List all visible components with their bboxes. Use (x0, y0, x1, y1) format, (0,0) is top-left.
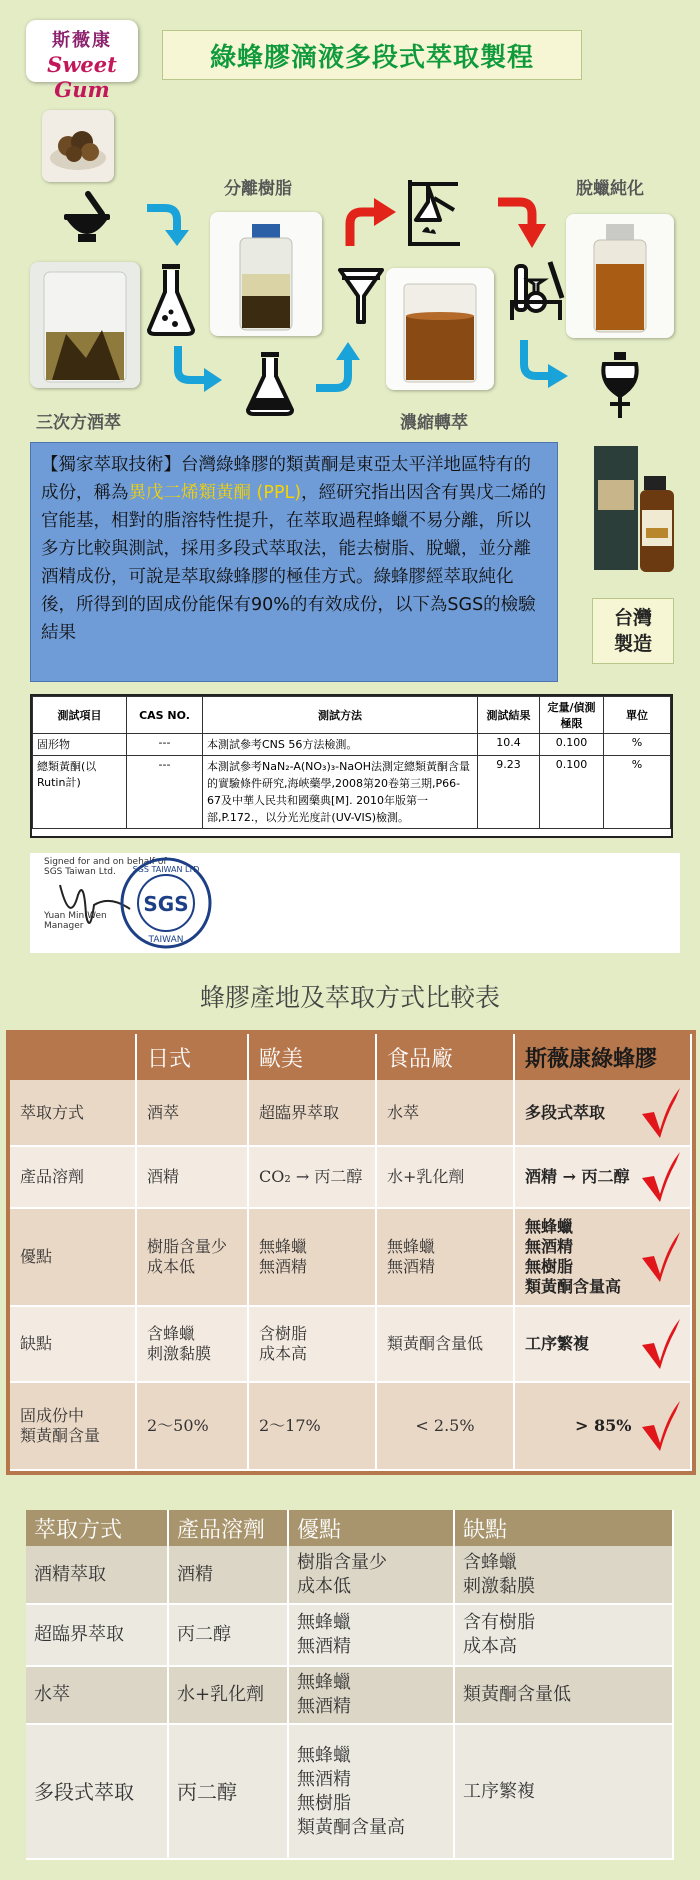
test-tube-rack-icon (506, 258, 566, 324)
comparison-cell: 樹脂含量少 成本低 (136, 1208, 248, 1306)
check-mark-icon (640, 1150, 682, 1204)
seal-bottom-text: TAIWAN (148, 935, 184, 945)
method-row (26, 1546, 673, 1604)
method-cell: 無蜂蠟 無酒精 (288, 1604, 454, 1666)
sgs-report-table (30, 694, 673, 838)
comparison-header (10, 1034, 136, 1080)
concentrate-beaker-photo (386, 268, 494, 390)
signer-role: Manager (44, 921, 84, 931)
method-cell: 多段式萃取 (26, 1724, 168, 1859)
comparison-cell-ours (514, 1208, 691, 1306)
info-highlight: 異戊二烯類黃酮 (PPL) (128, 483, 302, 503)
brand-logo (26, 20, 138, 102)
label-dewax: 脫蠟純化 (576, 179, 644, 199)
brand-name-en: Sweet Gum (47, 52, 117, 102)
info-text-1: 【獨家萃取技術】台灣綠蜂膠的類黃酮是東亞太平洋地區特有的成份，稱為 (41, 455, 531, 503)
comparison-cell-ours (514, 1146, 691, 1208)
comparison-cell: 2～50% (136, 1382, 248, 1470)
brand-name-cn: 斯薇康 (52, 30, 112, 51)
comparison-header: 食品廠 (376, 1034, 514, 1080)
info-text-2: ，經研究指出因含有異戊二烯的官能基，相對的脂溶特性提升，在萃取過程蜂蠟不易分離，所以多方比較與測試，採用多段式萃取法，能去樹脂、脫蠟，並分離酒精成份，可說是萃取綠蜂膠的極佳方式。綠蜂膠經萃取純化後，所得到的固成份能保有90%的有效成份，以下為SGS的檢驗結果 (41, 483, 547, 643)
report-row (33, 756, 671, 829)
flask-icon (145, 262, 197, 338)
mortar-pestle-icon (58, 188, 116, 246)
report-cell: 總類黃酮(以Rutin計) (33, 756, 127, 829)
comparison-cell-ours-text: 酒精 → 丙二醇 (525, 1167, 630, 1186)
report-header-row (33, 697, 671, 734)
method-cell: 酒精萃取 (26, 1546, 168, 1604)
method-row (26, 1666, 673, 1724)
report-header: CAS NO. (127, 697, 203, 734)
signature-line1: Signed for and on behalf of (44, 857, 167, 867)
check-mark-icon (640, 1230, 682, 1284)
arrow-up-icon (314, 340, 370, 404)
report-cell: 10.4 (478, 734, 540, 756)
made-in-taiwan-badge (592, 598, 674, 664)
comparison-cell-ours-text: 工序繁複 (525, 1334, 590, 1353)
report-row (33, 734, 671, 756)
comparison-cell: 類黃酮含量低 (376, 1306, 514, 1382)
comparison-table-method (26, 1510, 674, 1860)
comparison-row-label: 固成份中 類黃酮含量 (10, 1382, 136, 1470)
seal-center-text: SGS (143, 892, 189, 916)
method-cell: 類黃酮含量低 (454, 1666, 673, 1724)
comparison-cell: CO₂ → 丙二醇 (248, 1146, 376, 1208)
label-concentrate: 濃縮轉萃 (400, 413, 468, 433)
comparison-cell-ours-text: 無蜂蠟 無酒精 無樹脂 類黃酮含量高 (525, 1217, 622, 1296)
distillation-icon (404, 176, 464, 248)
method-cell: 超臨界萃取 (26, 1604, 168, 1666)
report-cell: 9.23 (478, 756, 540, 829)
report-header: 定量/偵測極限 (540, 697, 604, 734)
report-cell: 本測試參考NaN₂-A(NO₃)₃-NaOH法測定總類黃酮含量的實驗條件研究,海峽藥學,2008第20卷第三期,P66-67及中華人民共和國藥典[M]. 2010年版第一部,P.172.，以分光光度計(UV-VIS)檢測。 (203, 756, 478, 829)
method-cell: 無蜂蠟 無酒精 (288, 1666, 454, 1724)
comparison-cell-ours-text: 多段式萃取 (525, 1102, 606, 1122)
method-cell: 工序繁複 (454, 1724, 673, 1859)
comparison-row (10, 1208, 691, 1306)
comparison-row-label: 產品溶劑 (10, 1146, 136, 1208)
method-cell: 無蜂蠟 無酒精 無樹脂 類黃酮含量高 (288, 1724, 454, 1859)
funnel-icon (336, 266, 386, 326)
sgs-signature-block (30, 853, 680, 953)
extraction-info-panel (30, 442, 558, 682)
method-header: 萃取方式 (26, 1510, 168, 1546)
comparison-title: 蜂膠產地及萃取方式比較表 (199, 983, 500, 1012)
page-title: 綠蜂膠滴液多段式萃取製程 (209, 42, 534, 73)
signer-name: Yuan Min Wen (44, 911, 107, 921)
check-mark-icon (640, 1086, 682, 1140)
separated-resin-photo (210, 212, 322, 336)
method-cell: 水萃 (26, 1666, 168, 1724)
comparison-cell: 酒萃 (136, 1080, 248, 1146)
sgs-seal-icon (118, 855, 214, 951)
made-in-line1: 台灣 (613, 607, 652, 629)
comparison-cell: 無蜂蠟 無酒精 (376, 1208, 514, 1306)
flask-icon (244, 350, 296, 416)
product-image (590, 440, 690, 580)
comparison-cell: < 2.5% (376, 1382, 514, 1470)
comparison-row-label: 缺點 (10, 1306, 136, 1382)
method-cell: 丙二醇 (168, 1724, 288, 1859)
report-header: 單位 (604, 697, 671, 734)
report-cell: 0.100 (540, 756, 604, 829)
comparison-cell-ours-text: > 85% (575, 1416, 632, 1435)
method-row (26, 1724, 673, 1859)
comparison-cell-ours (514, 1382, 691, 1470)
check-mark-icon (640, 1317, 682, 1371)
report-header: 測試結果 (478, 697, 540, 734)
comparison-cell: 超臨界萃取 (248, 1080, 376, 1146)
comparison-cell: 無蜂蠟 無酒精 (248, 1208, 376, 1306)
report-cell: --- (127, 734, 203, 756)
arrow-right-icon (516, 338, 572, 398)
method-header: 產品溶劑 (168, 1510, 288, 1546)
comparison-row-label: 萃取方式 (10, 1080, 136, 1146)
made-in-line2: 製造 (613, 633, 652, 655)
check-mark-icon (640, 1399, 682, 1453)
report-header: 測試項目 (33, 697, 127, 734)
comparison-row (10, 1146, 691, 1208)
comparison-row (10, 1080, 691, 1146)
comparison-cell: 含樹脂 成本高 (248, 1306, 376, 1382)
comparison-cell: 2～17% (248, 1382, 376, 1470)
signature-line2: SGS Taiwan Ltd. (44, 867, 116, 877)
report-cell: % (604, 756, 671, 829)
comparison-cell-ours (514, 1306, 691, 1382)
report-header: 測試方法 (203, 697, 478, 734)
comparison-cell: 酒精 (136, 1146, 248, 1208)
arrow-curved-red-icon (494, 192, 554, 256)
label-separate-resin: 分離樹脂 (224, 179, 292, 199)
method-cell: 含蜂蠟 刺激黏膜 (454, 1546, 673, 1604)
dewaxed-bottle-photo (566, 214, 674, 338)
comparison-cell: 水萃 (376, 1080, 514, 1146)
comparison-row (10, 1382, 691, 1470)
report-cell: % (604, 734, 671, 756)
comparison-cell: 水+乳化劑 (376, 1146, 514, 1208)
raw-propolis-photo (42, 110, 114, 182)
report-cell: 0.100 (540, 734, 604, 756)
report-cell: 本測試參考CNS 56方法檢測。 (203, 734, 478, 756)
signer-info (44, 911, 107, 931)
method-cell: 酒精 (168, 1546, 288, 1604)
comparison-table-origin (6, 1030, 696, 1475)
method-cell: 丙二醇 (168, 1604, 288, 1666)
seal-top-text: SGS TAIWAN LTD (132, 865, 200, 874)
comparison-cell-ours (514, 1080, 691, 1146)
method-cell: 水+乳化劑 (168, 1666, 288, 1724)
report-cell: --- (127, 756, 203, 829)
comparison-row-label: 優點 (10, 1208, 136, 1306)
comparison-header-row (10, 1034, 691, 1080)
comparison-row (10, 1306, 691, 1382)
arrow-right-icon (170, 344, 226, 398)
comparison-header: 歐美 (248, 1034, 376, 1080)
method-header: 缺點 (454, 1510, 673, 1546)
separatory-funnel-icon (596, 350, 644, 420)
method-cell: 樹脂含量少 成本低 (288, 1546, 454, 1604)
method-header: 優點 (288, 1510, 454, 1546)
arrow-curved-red-icon (340, 190, 400, 254)
page-title-box (162, 30, 582, 80)
report-cell: 固形物 (33, 734, 127, 756)
comparison-header: 日式 (136, 1034, 248, 1080)
label-alcohol-extraction: 三次方酒萃 (36, 413, 121, 433)
method-header-row (26, 1510, 673, 1546)
method-cell: 含有樹脂 成本高 (454, 1604, 673, 1666)
alcohol-soak-photo (30, 262, 140, 388)
comparison-cell: 含蜂蠟 刺激黏膜 (136, 1306, 248, 1382)
arrow-right-icon (143, 200, 193, 254)
method-row (26, 1604, 673, 1666)
comparison-header: 斯薇康綠蜂膠 (514, 1034, 691, 1080)
